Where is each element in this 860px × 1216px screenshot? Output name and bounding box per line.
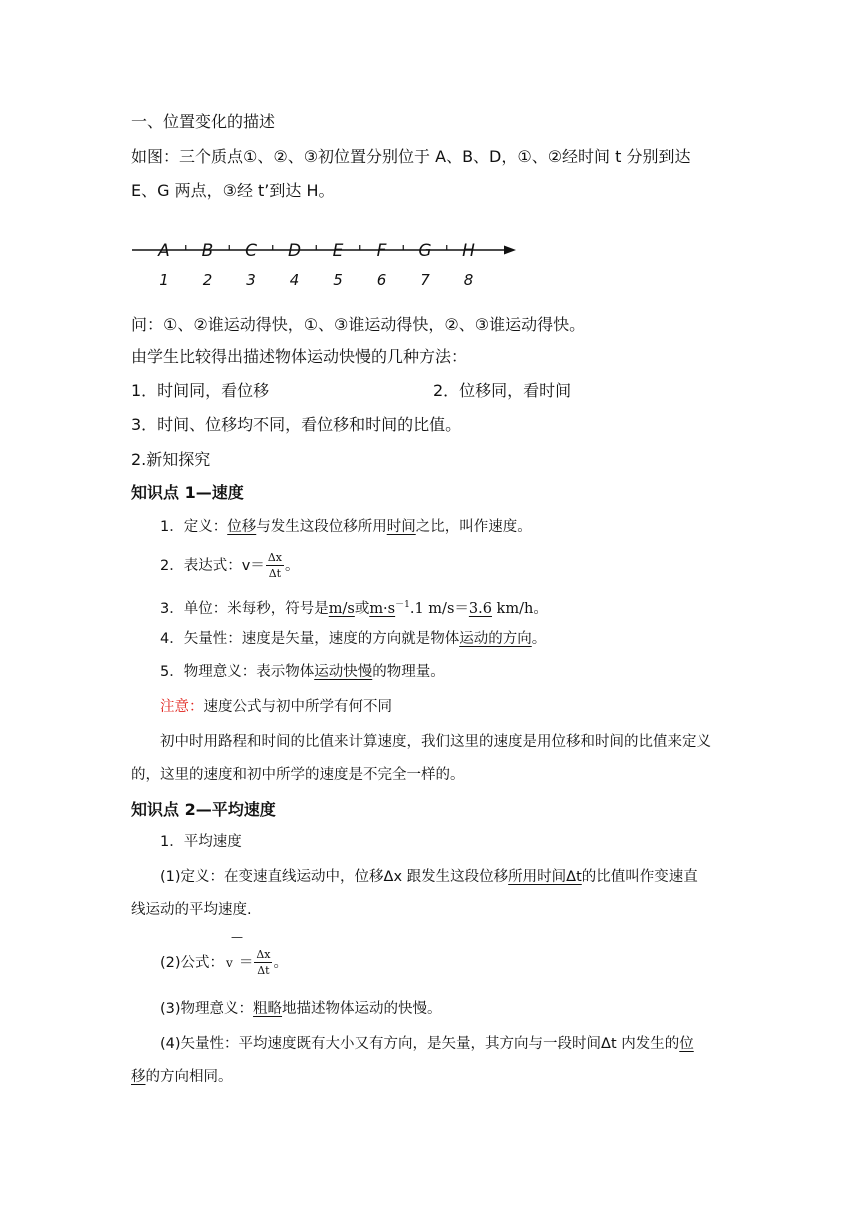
kp2-fraction xyxy=(254,949,272,977)
kp1-expr-pre: 2．表达式：v＝ xyxy=(160,558,265,574)
figure-position-number: 7 xyxy=(420,271,430,289)
kp2-vector xyxy=(160,1033,694,1055)
kp2-vec-post: 的方向相同。 xyxy=(145,1069,233,1085)
figure-position-number: 3 xyxy=(246,271,256,289)
method-3: 3．时间、位移均不同，看位移和时间的比值。 xyxy=(131,415,462,434)
intro-line-2: E、G 两点，③经 t’到达 H。 xyxy=(131,181,335,200)
kp1-frac-num: Δx xyxy=(267,551,282,564)
figure-point-label: F xyxy=(376,241,387,261)
kp2-meaning-pre: (3)物理意义： xyxy=(160,1001,254,1017)
kp1-def-u2: 时间 xyxy=(386,519,416,535)
kp2-vec-u2: 移 xyxy=(131,1069,146,1085)
kp1-unit-u1: m/s xyxy=(328,600,355,617)
kp2-formula-pre: (2)公式： xyxy=(160,955,225,971)
kp1-unit-u2: m·s xyxy=(369,600,396,617)
kp1-unit-pre: 3．单位：米每秒，符号是 xyxy=(160,600,329,617)
kp1-def-pre: 1．定义： xyxy=(160,519,228,535)
kp2-meaning xyxy=(160,998,442,1020)
kp2-def-u: 所用时间Δt xyxy=(508,869,582,885)
figure-position-number: 6 xyxy=(376,271,387,289)
figure-position-number: 1 xyxy=(159,271,169,289)
number-line-figure xyxy=(128,232,528,292)
methods-intro: 由学生比较得出描述物体运动快慢的几种方法： xyxy=(131,347,468,366)
kp1-note xyxy=(160,696,392,718)
section-2-title: 2.新知探究 xyxy=(131,450,211,469)
intro-line-1: 如图：三个质点①、②、③初位置分别位于 A、B、D，①、②经时间 t 分别到达 xyxy=(131,147,691,166)
kp2-frac-den: Δt xyxy=(257,964,270,977)
kp2-title: 知识点 2—平均速度 xyxy=(131,800,276,819)
kp2-def-post: 的比值叫作变速直 xyxy=(581,869,698,885)
kp1-unit-sup: －1 xyxy=(395,600,410,610)
kp1-vec-u: 运动的方向 xyxy=(459,631,532,647)
kp1-expr-post: 。 xyxy=(284,558,300,574)
kp1-vec-post: 。 xyxy=(531,631,547,647)
kp1-unit-post: km/h。 xyxy=(491,600,548,617)
figure-point-label: A xyxy=(158,241,170,261)
kp1-unit-mid: .1 m/s＝ xyxy=(409,600,469,617)
figure-position-number: 5 xyxy=(333,271,343,289)
question-line: 问：①、②谁运动得快，①、③谁运动得快，②、③谁运动得快。 xyxy=(131,315,586,334)
kp1-phys-pre: 5．物理意义：表示物体 xyxy=(160,664,315,680)
kp1-phys-post: 的物理量。 xyxy=(372,664,445,680)
kp2-frac-num: Δx xyxy=(256,948,271,961)
kp2-vec-pre: (4)矢量性：平均速度既有大小又有方向，是矢量，其方向与一段时间Δt 内发生的 xyxy=(160,1036,680,1052)
kp1-vec-pre: 4．矢量性：速度是矢量，速度的方向就是物体 xyxy=(160,631,460,647)
kp1-title: 知识点 1—速度 xyxy=(131,483,244,502)
method-2: 2．位移同，看时间 xyxy=(433,381,572,400)
kp1-def-post: 之比，叫作速度。 xyxy=(415,519,532,535)
kp2-formula xyxy=(160,949,288,977)
kp1-paragraph-line-2: 的，这里的速度和初中所学的速度是不完全一样的。 xyxy=(131,767,465,783)
figure-point-label: H xyxy=(462,241,475,261)
kp1-vector xyxy=(160,628,546,650)
kp2-definition-line-2: 线运动的平均速度. xyxy=(131,902,252,918)
kp1-unit xyxy=(160,594,548,620)
kp2-item-1: 1．平均速度 xyxy=(160,834,242,850)
kp1-fraction xyxy=(266,552,284,580)
kp1-physical-meaning xyxy=(160,661,445,683)
kp1-def-u1: 位移 xyxy=(227,519,257,535)
figure-point-label: B xyxy=(201,241,214,261)
kp2-definition xyxy=(160,866,698,888)
kp2-meaning-u: 粗略 xyxy=(253,1001,283,1017)
average-bar: — xyxy=(231,930,242,944)
note-text: 速度公式与初中所学有何不同 xyxy=(203,699,392,715)
kp1-unit-or: 或 xyxy=(354,600,370,617)
figure-point-label: G xyxy=(418,241,432,261)
kp1-paragraph-line-1: 初中时用路程和时间的比值来计算速度，我们这里的速度是用位移和时间的比值来定义 xyxy=(160,734,711,750)
kp1-frac-den: Δt xyxy=(268,567,282,580)
figure-point-label: C xyxy=(245,241,257,261)
kp1-def-mid: 与发生这段位移所用 xyxy=(256,519,387,535)
note-label: 注意： xyxy=(160,699,204,715)
kp1-phys-u: 运动快慢 xyxy=(314,664,373,680)
kp2-formula-post: 。 xyxy=(273,955,288,971)
figure-position-number: 8 xyxy=(463,271,474,289)
figure-point-label: E xyxy=(332,241,344,261)
kp1-definition xyxy=(160,516,532,538)
kp2-meaning-post: 地描述物体运动的快慢。 xyxy=(282,1001,442,1017)
figure-position-number: 4 xyxy=(289,271,300,289)
kp1-expression xyxy=(160,552,299,580)
kp1-unit-u3: 3.6 xyxy=(468,600,492,617)
method-1: 1．时间同，看位移 xyxy=(131,381,270,400)
section-title: 一、位置变化的描述 xyxy=(131,112,276,131)
kp2-vector-line-2 xyxy=(131,1066,233,1088)
kp2-vec-u1: 位 xyxy=(679,1036,694,1052)
kp2-def-pre: (1)定义：在变速直线运动中，位移Δx 跟发生这段位移 xyxy=(160,869,509,885)
figure-point-label: D xyxy=(287,241,302,261)
kp2-formula-v: v xyxy=(226,956,233,970)
kp2-formula-eq: ＝ xyxy=(238,955,254,971)
figure-position-number: 2 xyxy=(202,271,213,289)
